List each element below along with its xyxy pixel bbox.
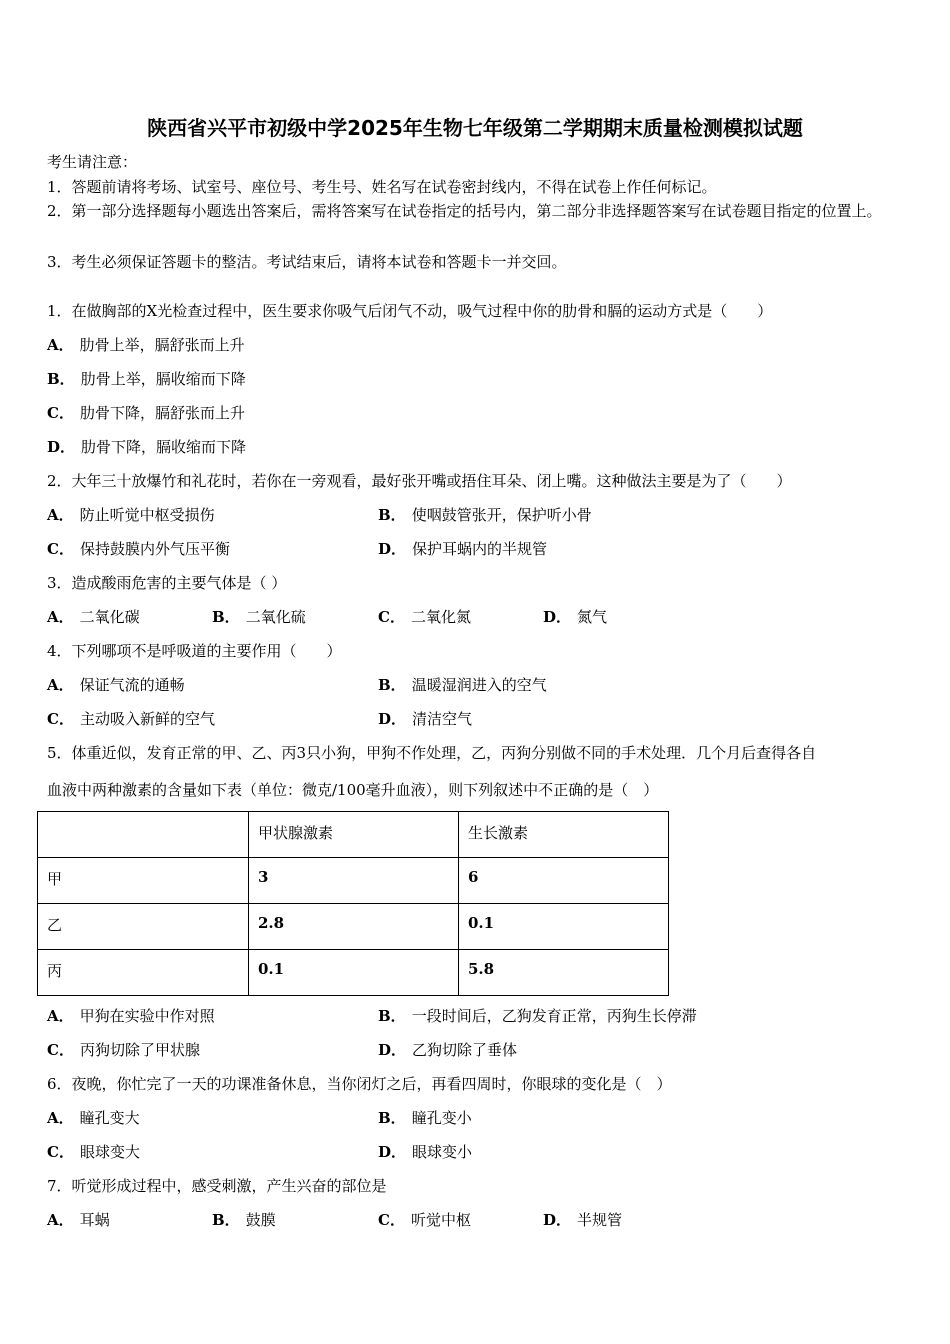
question-3-option-a: A． 二氧化碳 xyxy=(47,608,140,626)
question-2-option-a: A． 防止听觉中枢受损伤 xyxy=(47,506,215,524)
question-6-option-c: C． 眼球变大 xyxy=(47,1143,140,1161)
notice-heading: 考生请注意： xyxy=(47,153,138,171)
question-7-option-d: D． 半规管 xyxy=(543,1211,623,1229)
question-5-option-a: A． 甲狗在实验中作对照 xyxy=(47,1007,215,1025)
question-3-option-d: D． 氮气 xyxy=(543,608,608,626)
question-6-stem: 6．夜晚，你忙完了一天的功课准备休息，当你闭灯之后，再看四周时，你眼球的变化是（ ） xyxy=(47,1075,672,1093)
question-5-option-c: C． 丙狗切除了甲状腺 xyxy=(47,1041,200,1059)
question-4-option-c: C． 主动吸入新鲜的空气 xyxy=(47,710,215,728)
table-cell: 5.8 xyxy=(459,950,669,996)
question-6-option-a: A． 瞳孔变大 xyxy=(47,1109,140,1127)
question-1-option-a: A． 肋骨上举，膈舒张而上升 xyxy=(47,336,245,354)
question-7-stem: 7．听觉形成过程中，感受刺激，产生兴奋的部位是 xyxy=(47,1177,387,1195)
question-3-option-c: C． 二氧化氮 xyxy=(378,608,471,626)
question-7-option-b: B． 鼓膜 xyxy=(212,1211,276,1229)
question-1-option-c: C． 肋骨下降，膈舒张而上升 xyxy=(47,404,245,422)
question-5-stem-line-2: 血液中两种激素的含量如下表（单位：微克/100毫升血液），则下列叙述中不正确的是（ ） xyxy=(47,781,659,799)
table-cell: 甲 xyxy=(38,858,249,904)
notice-item-1: 1．答题前请将考场、试室号、座位号、考生号、姓名写在试卷密封线内，不得在试卷上作任何标记。 xyxy=(47,178,717,196)
question-6-option-b: B． 瞳孔变小 xyxy=(378,1109,472,1127)
question-4-option-a: A． 保证气流的通畅 xyxy=(47,676,185,694)
table-cell: 2.8 xyxy=(249,904,459,950)
question-1-stem: 1．在做胸部的X光检查过程中，医生要求你吸气后闭气不动，吸气过程中你的肋骨和膈的运动方式是（ ） xyxy=(47,302,773,320)
notice-item-3: 3．考生必须保证答题卡的整洁。考试结束后，请将本试卷和答题卡一并交回。 xyxy=(47,253,567,271)
question-1-option-b: B． 肋骨上举，膈收缩而下降 xyxy=(47,370,246,388)
table-header-row xyxy=(38,812,669,858)
table-cell: 3 xyxy=(249,858,459,904)
question-2-option-d: D． 保护耳蜗内的半规管 xyxy=(378,540,548,558)
table-row xyxy=(38,904,669,950)
table-header-thyroid: 甲状腺激素 xyxy=(249,812,459,858)
question-2-option-c: C． 保持鼓膜内外气压平衡 xyxy=(47,540,230,558)
question-5-option-d: D． 乙狗切除了垂体 xyxy=(378,1041,518,1059)
table-cell: 0.1 xyxy=(459,904,669,950)
question-7-option-c: C． 听觉中枢 xyxy=(378,1211,471,1229)
question-5-option-b: B． 一段时间后，乙狗发育正常，丙狗生长停滞 xyxy=(378,1007,697,1025)
table-row xyxy=(38,858,669,904)
question-6-option-d: D． 眼球变小 xyxy=(378,1143,473,1161)
table-cell: 丙 xyxy=(38,950,249,996)
hormone-table xyxy=(37,811,669,996)
notice-item-2: 2．第一部分选择题每小题选出答案后，需将答案写在试卷指定的括号内，第二部分非选择题答案写在试卷题目指定的位置上。 xyxy=(47,202,882,220)
question-4-stem: 4．下列哪项不是呼吸道的主要作用（ ） xyxy=(47,642,342,660)
question-7-option-a: A． 耳蜗 xyxy=(47,1211,110,1229)
question-4-option-d: D． 清洁空气 xyxy=(378,710,473,728)
question-1-option-d: D． 肋骨下降，膈收缩而下降 xyxy=(47,438,247,456)
question-5-stem-line-1: 5．体重近似，发育正常的甲、乙、丙3只小狗，甲狗不作处理，乙，丙狗分别做不同的手术处理．几个月后查得各自 xyxy=(47,744,817,762)
question-3-option-b: B． 二氧化硫 xyxy=(212,608,306,626)
table-cell: 乙 xyxy=(38,904,249,950)
table-cell: 0.1 xyxy=(249,950,459,996)
question-3-stem: 3．造成酸雨危害的主要气体是（ ） xyxy=(47,574,287,592)
page-title: 陕西省兴平市初级中学2025年生物七年级第二学期期末质量检测模拟试题 xyxy=(147,116,803,140)
question-2-option-b: B． 使咽鼓管张开，保护听小骨 xyxy=(378,506,592,524)
table-row xyxy=(38,950,669,996)
question-4-option-b: B． 温暖湿润进入的空气 xyxy=(378,676,547,694)
table-cell: 6 xyxy=(459,858,669,904)
table-header-growth: 生长激素 xyxy=(459,812,669,858)
question-2-stem: 2．大年三十放爆竹和礼花时，若你在一旁观看，最好张开嘴或捂住耳朵、闭上嘴。这种做法主要是为了（ ） xyxy=(47,472,792,490)
table-cell xyxy=(38,812,249,858)
